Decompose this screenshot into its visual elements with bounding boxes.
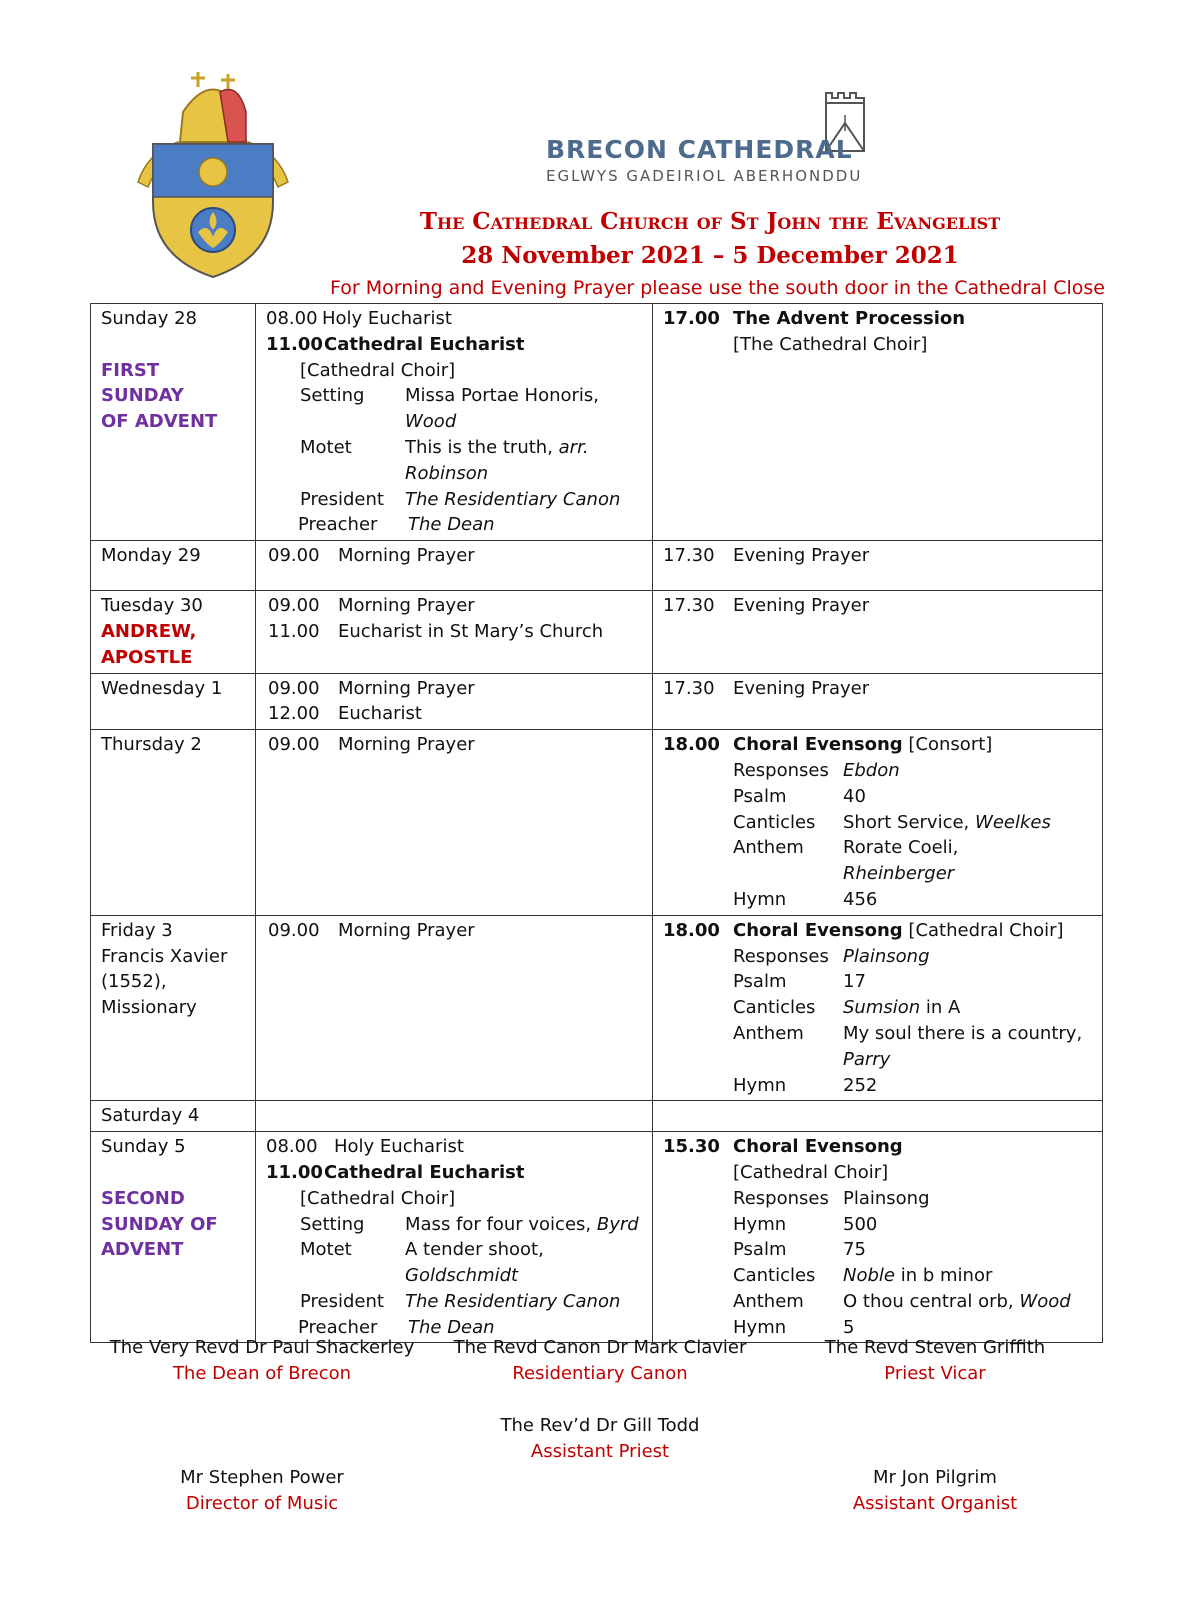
evening-cell: 17.30 Evening Prayer bbox=[653, 591, 1103, 673]
morning-cell: 09.00 Morning Prayer bbox=[256, 730, 653, 916]
morning-cell bbox=[256, 1101, 653, 1132]
staff-role: Assistant Priest bbox=[530, 1441, 670, 1462]
cathedral-logo bbox=[530, 85, 870, 185]
feast-label: APOSTLE bbox=[101, 646, 193, 668]
staff-entry bbox=[765, 1335, 1105, 1387]
morning-cell: 09.00 Morning Prayer bbox=[256, 541, 653, 591]
page-title: The Cathedral Church of St John the Evangelist bbox=[419, 208, 1001, 235]
morning-cell: 09.00 Morning Prayer bbox=[256, 915, 653, 1101]
day-cell: Tuesday 30 ANDREW, APOSTLE bbox=[91, 591, 256, 673]
feast-label: ADVENT bbox=[101, 1239, 184, 1261]
table-row bbox=[91, 730, 1103, 916]
staff-entry bbox=[765, 1465, 1105, 1517]
staff-role: The Dean of Brecon bbox=[172, 1363, 352, 1384]
day-cell: Sunday 28 FIRST SUNDAY OF ADVENT bbox=[91, 304, 256, 541]
staff-entry bbox=[92, 1465, 432, 1517]
day-cell: Thursday 2 bbox=[91, 730, 256, 916]
morning-cell: 09.00 Morning Prayer 11.00 Eucharist in St Mary’s Church bbox=[256, 591, 653, 673]
logo-name: BRECON CATHEDRAL bbox=[546, 135, 853, 164]
day-cell: Wednesday 1 bbox=[91, 673, 256, 730]
evening-cell: 15.30 Choral Evensong [Cathedral Choir] Responses Plainsong Hymn 500 Psalm 75 Canticles Noble in b minor Anthem O thou central orb, Wood Hymn 5 bbox=[653, 1132, 1103, 1343]
staff-role: Residentiary Canon bbox=[512, 1363, 688, 1384]
evening-cell: 18.00 Choral Evensong [Cathedral Choir] Responses Plainsong Psalm 17 Canticles Sumsion in A Anthem My soul there is a country, Parry Hymn 252 bbox=[653, 915, 1103, 1101]
day-cell: Sunday 5 SECOND SUNDAY OF ADVENT bbox=[91, 1132, 256, 1343]
staff-name: The Very Revd Dr Paul Shackerley bbox=[109, 1337, 415, 1358]
staff-entry bbox=[92, 1335, 432, 1387]
table-row bbox=[91, 541, 1103, 591]
evening-cell: 17.30 Evening Prayer bbox=[653, 541, 1103, 591]
date-range: 28 November 2021 – 5 December 2021 bbox=[461, 242, 959, 269]
staff-name: The Rev’d Dr Gill Todd bbox=[500, 1415, 700, 1436]
table-row bbox=[91, 673, 1103, 730]
table-row bbox=[91, 1101, 1103, 1132]
table-row bbox=[91, 915, 1103, 1101]
staff-name: Mr Jon Pilgrim bbox=[873, 1467, 997, 1488]
staff-name: The Revd Canon Dr Mark Clavier bbox=[453, 1337, 747, 1358]
staff-name: Mr Stephen Power bbox=[180, 1467, 344, 1488]
service-schedule-table bbox=[90, 303, 1103, 1343]
feast-label: SECOND bbox=[101, 1187, 185, 1209]
door-notice: For Morning and Evening Prayer please use the south door in the Cathedral Close bbox=[330, 277, 1105, 299]
feast-label: OF ADVENT bbox=[101, 411, 218, 433]
staff-role: Priest Vicar bbox=[884, 1363, 986, 1384]
logo-welsh-name: EGLWYS GADEIRIOL ABERHONDDU bbox=[546, 167, 863, 185]
staff-entry bbox=[430, 1413, 770, 1465]
evening-cell: 17.00 The Advent Procession [The Cathedral Choir] bbox=[653, 304, 1103, 541]
feast-label: FIRST SUNDAY bbox=[101, 359, 184, 407]
evening-cell: 18.00 Choral Evensong [Consort] Responses Ebdon Psalm 40 Canticles Short Service, Weelkes Anthem Rorate Coeli, Rheinberger Hymn 456 bbox=[653, 730, 1103, 916]
staff-entry bbox=[430, 1335, 770, 1387]
morning-cell: 09.00 Morning Prayer 12.00 Eucharist bbox=[256, 673, 653, 730]
table-row bbox=[91, 1132, 1103, 1343]
feast-label: SUNDAY OF bbox=[101, 1213, 218, 1235]
staff-role: Assistant Organist bbox=[852, 1493, 1018, 1514]
evening-cell bbox=[653, 1101, 1103, 1132]
evening-cell: 17.30 Evening Prayer bbox=[653, 673, 1103, 730]
staff-role: Director of Music bbox=[185, 1493, 339, 1514]
feast-label: ANDREW, bbox=[101, 620, 197, 642]
table-row bbox=[91, 591, 1103, 673]
table-row bbox=[91, 304, 1103, 541]
diocesan-crest bbox=[128, 72, 298, 282]
day-cell: Monday 29 bbox=[91, 541, 256, 591]
morning-cell: 08.00 Holy Eucharist 11.00Cathedral Eucharist [Cathedral Choir] Setting Missa Portae Honoris, Wood Motet This is the truth, arr. Robinson President The Residentiary Canon Preacher The Dean bbox=[256, 304, 653, 541]
day-cell: Saturday 4 bbox=[91, 1101, 256, 1132]
morning-cell: 08.00 Holy Eucharist 11.00Cathedral Eucharist [Cathedral Choir] Setting Mass for four voices, Byrd Motet A tender shoot, Goldschmidt President The Residentiary Canon Preacher The Dean bbox=[256, 1132, 653, 1343]
day-cell: Friday 3 Francis Xavier (1552), Missionary bbox=[91, 915, 256, 1101]
staff-name: The Revd Steven Griffith bbox=[824, 1337, 1046, 1358]
